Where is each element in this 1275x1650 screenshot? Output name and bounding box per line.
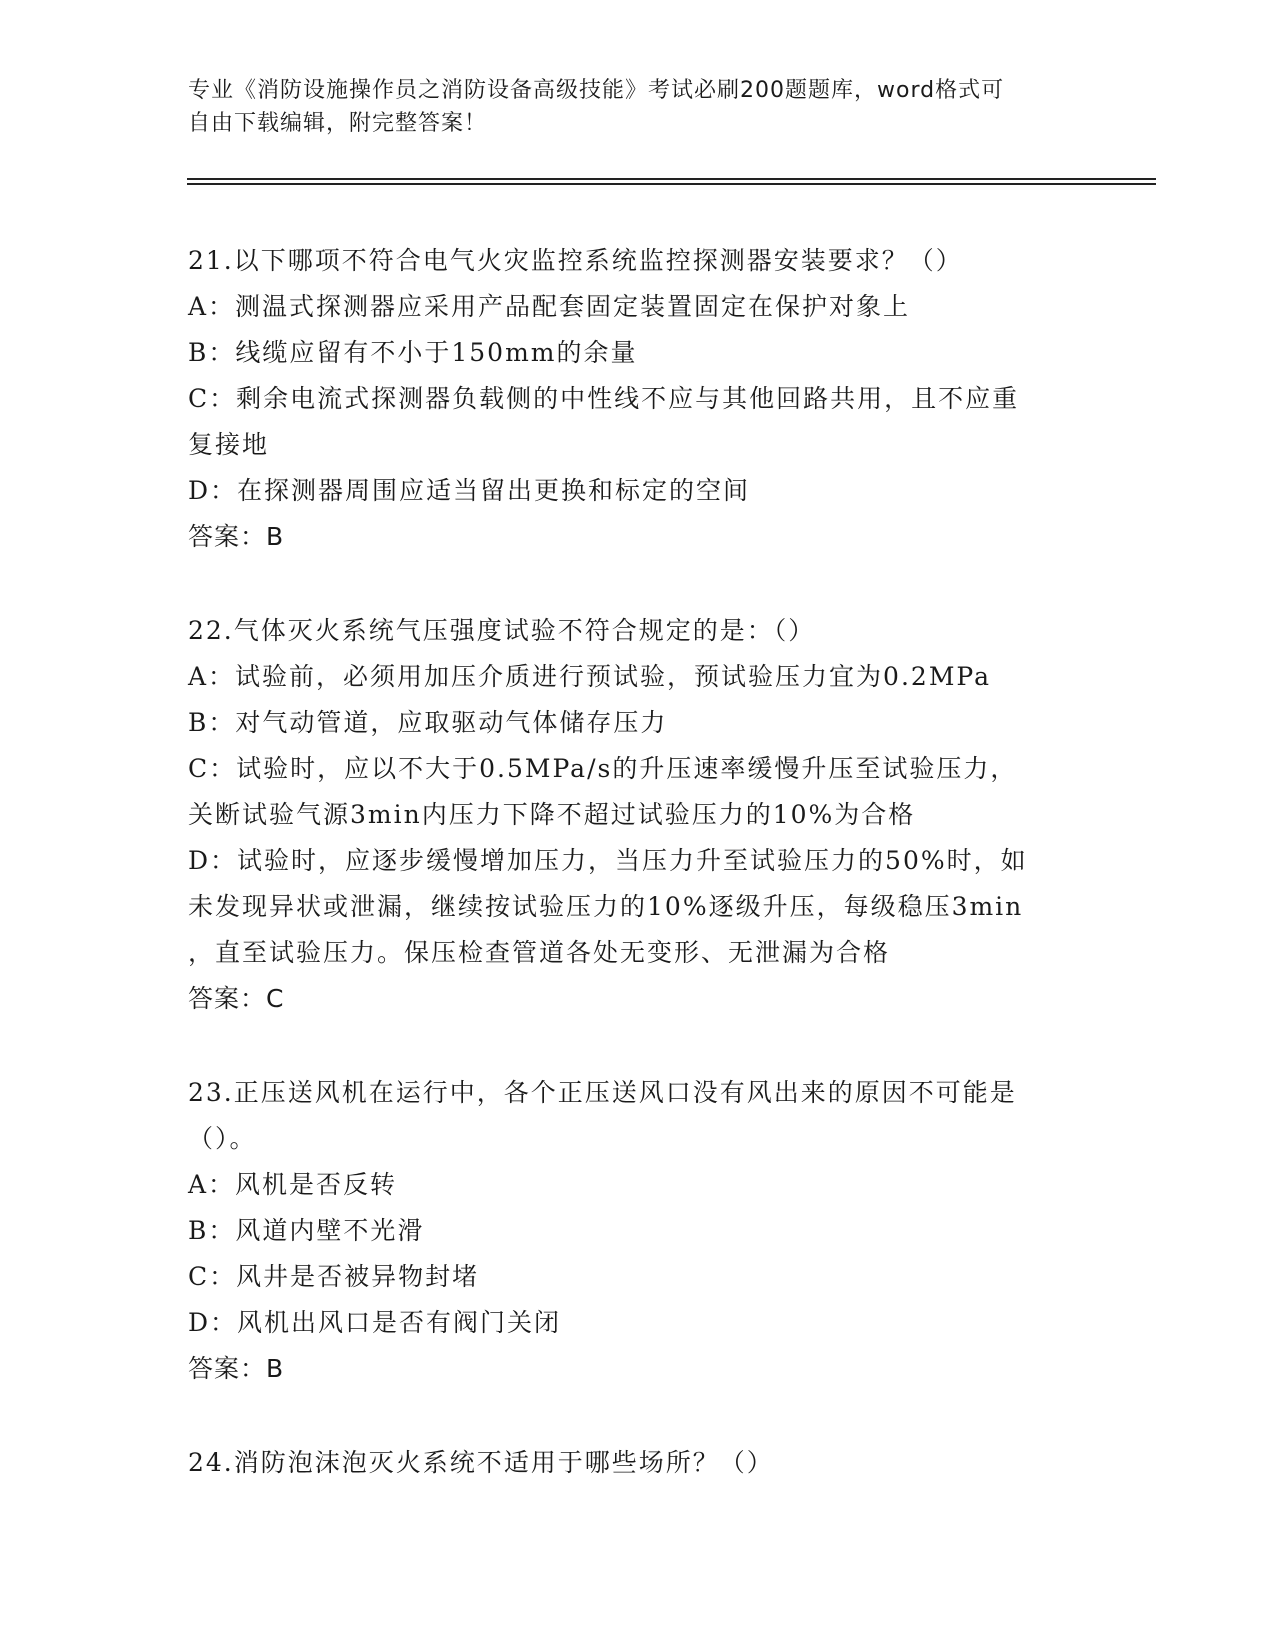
question-21 bbox=[188, 238, 1088, 560]
question-stem: 24.消防泡沫泡灭火系统不适用于哪些场所？（） bbox=[188, 1448, 774, 1477]
option-a: A：风机是否反转 bbox=[188, 1170, 398, 1199]
question-stem: 21.以下哪项不符合电气火灾监控系统监控探测器安装要求？（） bbox=[188, 246, 963, 275]
question-stem: 22.气体灭火系统气压强度试验不符合规定的是：（） bbox=[188, 616, 816, 645]
question-24 bbox=[188, 1440, 1088, 1486]
option-a: A：试验前，必须用加压介质进行预试验，预试验压力宜为0.2MPa bbox=[188, 662, 992, 691]
answer-label: 答案：C bbox=[188, 984, 285, 1013]
header-divider-bottom bbox=[187, 183, 1156, 185]
option-d-line-3: ，直至试验压力。保压检查管道各处无变形、无泄漏为合格 bbox=[188, 938, 891, 967]
option-d-line-2: 未发现异状或泄漏，继续按试验压力的10%逐级升压，每级稳压3min bbox=[188, 892, 1024, 921]
header-line-2: 自由下载编辑，附完整答案！ bbox=[188, 111, 488, 136]
option-c-line-2: 复接地 bbox=[188, 430, 270, 459]
answer-label: 答案：B bbox=[188, 522, 285, 551]
header-line-1: 专业《消防设施操作员之消防设备高级技能》考试必刷200题题库，word格式可 bbox=[188, 78, 1005, 103]
question-stem-line-2: （）。 bbox=[188, 1124, 257, 1153]
option-c-line-1: C：剩余电流式探测器负载侧的中性线不应与其他回路共用，且不应重 bbox=[188, 384, 1020, 413]
option-a: A：测温式探测器应采用产品配套固定装置固定在保护对象上 bbox=[188, 292, 911, 321]
option-d-line-1: D：试验时，应逐步缓慢增加压力，当压力升至试验压力的50%时，如 bbox=[188, 846, 1028, 875]
option-d: D：在探测器周围应适当留出更换和标定的空间 bbox=[188, 476, 751, 505]
question-list bbox=[188, 238, 1088, 1534]
option-c: C：风井是否被异物封堵 bbox=[188, 1262, 480, 1291]
question-23 bbox=[188, 1070, 1088, 1392]
question-stem-line-1: 23.正压送风机在运行中，各个正压送风口没有风出来的原因不可能是 bbox=[188, 1078, 1017, 1107]
option-c-line-2: 关断试验气源3min内压力下降不超过试验压力的10%为合格 bbox=[188, 800, 916, 829]
header-divider-top bbox=[187, 178, 1156, 180]
question-22 bbox=[188, 608, 1088, 1022]
option-b: B：对气动管道，应取驱动气体储存压力 bbox=[188, 708, 668, 737]
option-b: B：风道内壁不光滑 bbox=[188, 1216, 425, 1245]
answer-label: 答案：B bbox=[188, 1354, 285, 1383]
option-d: D：风机出风口是否有阀门关闭 bbox=[188, 1308, 562, 1337]
document-header bbox=[188, 74, 1068, 140]
option-b: B：线缆应留有不小于150mm的余量 bbox=[188, 338, 638, 367]
option-c-line-1: C：试验时，应以不大于0.5MPa/s的升压速率缓慢升压至试验压力， bbox=[188, 754, 1018, 783]
